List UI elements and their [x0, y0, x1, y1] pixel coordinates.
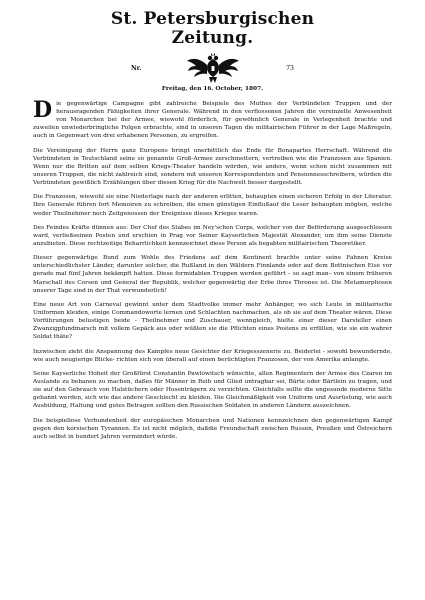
- masthead: [33, 0, 392, 92]
- issue-row: [33, 52, 392, 88]
- article-paragraph: Die Vereinigung der Herrn ganz Europens bringt unerbittlich das Ende für Bonapartes Herrschaft. Während die Verbündeten in Teutschland seine so genannte Groß-Armee zerschmettern, vertreiben wie die Franzosen aus Spanien. Wenn nur die Britten auf dem selben Kriegs-Theater handeln würden, wie andere, wenn schon nicht zusammen mit unseren Truppen, die nicht zahlreich sind, sondern mit unseren Korrespondenten und Pensionnesschreibern, würden die Verbündeten gewißlich Erzählungen über diesen Krieg für die Nachwelt besser dargestellt.: [33, 147, 392, 187]
- double-headed-eagle-icon: [185, 52, 241, 86]
- newspaper-title-line1: St. Petersburgischen: [110, 9, 315, 29]
- dateline: Freitag, den 16. October, 1807.: [161, 86, 264, 92]
- article-body: [33, 97, 392, 441]
- article-paragraph: [33, 97, 392, 140]
- article-paragraph: Die Franzosen, wiewohl sie eine Niederlage nach der anderen erlitten, behaupten einen sicheren Erfolg in der Literatur. Ihre Generale führen fort Memoiren zu schreiben, die einen günstigen Einflußauf die Leser behaupten mögten, welche weder Theilnehmer noch Zeitgenossen der Ereignisse dieses Krieges waren.: [33, 194, 392, 217]
- newspaper-title-line2: Zeitung.: [171, 28, 254, 48]
- drop-cap: D: [33, 97, 53, 123]
- paragraph-text: ie gegenwärtige Campagne gibt zahlreiche Beispiele des Muthes der Verbündeten Truppen und der herausragenden Fähigkeiten ihrer Generale. Während in den verflossenen Jahren die vereinzelte Anwesenheit von Monarchen bei der Armee, wiewohl förderlich, für gewöhnlich Generale in Verlegenheit brachte und zuweilen unwiederbringliche Folgen erbrachte, sind in unseren Tagen die militairischen Führer in der Lage Maßregeln, auch in Gegenwart von drei erhabenen Personen, zu ergreifen.: [33, 101, 392, 140]
- issue-number: 73: [286, 65, 294, 72]
- article-paragraph: Seine Kayserliche Hoheit der Großfürst Constantin Pawlowitsch wünschte, allen Regimentern der Armee des Czaren im Auslande zu behanen zu machen, daßes für Männer in Reih und Glied untragbar sei, Bärte oder Bärtlein zu tragen, und sie auf den Gebrauch von Halstüchern oder Hosenträgern zu verzichten. Gleichfalls sollte die ungesunde moderne Sitte gebannt werden, sich wie das andere Geschlecht zu kleiden. Die Gleichmäßigkeit von Uniform und Ausrüstung, wie auch Ausbildung, Haltung und gutes Betragen sollten den Russischen Soldaten in anderen Ländern auszeichnen.: [33, 370, 392, 410]
- article-paragraph: Eine neue Art von Carneval gewinnt unter dem Stadtvolke immer mehr Anhänger, wo sich Leute in militairische Uniformen kleiden, einige Commandoworte lernen und Schlachten nachmachen, als ob sie auf dem Theater wären. Diese Vorführungen belustigen beide - Theilnehmer und Zuschauer, wenngleich, hielte einer dieser Darsteller einen Zwanzigpfundmarsch mit vollem Gepäck aus oder wüßten sie die Pflichten eines Postens zu erfüllen, wie sie ein wahrer Soldat thäte?: [33, 301, 392, 341]
- article-paragraph: Die beispiellose Verbundenheit der europäischen Monarchen und Nationen kennzeichnen den gegenwärtigen Kampf gegen den korsischen Tyrannen. Es ist nicht möglich, daßdie Freundschaft zwischen Russen, Preußen und Östreichern auch selbst in hundert Jahren vermindert würde.: [33, 417, 392, 440]
- article-paragraph: Inzwischen zieht die Anspannung des Kampfes neue Gesichter der Kriegesszenerie zu. Beiderlei - sowohl bewundernde, wie auch neugierige Blicke- richten sich von überall auf einen berüchtigten Franzosen, der von Amerika anlangte.: [33, 348, 392, 363]
- article-paragraph: Des Feindes Kräfte dünnen aus: Der Chef des Stabes im Ney'schen Corps, welcher von der Beförderung ausgeschlossen ward, verließseinen Posten und erschien in Prag vor Seiner Kayserlichen Majestät Alexander, um ihm seine Dienste anzubieten. Diese rechtzeitige Beharrlichkeit kennzeichnet diese Person als begabten militairischen Theoretiker.: [33, 224, 392, 247]
- article-paragraph: Dieser gegenwärtige Bund zum Wohle des Friedens auf dem Kontinent brachte unter seine Fahnen Kreise unterschiedlichster Länder, darunter solcher, die Rußland in den Wäldern Finnlands oder auf dem Bottnischen Eise vor gerade mal fünf Jahren bekämpft hatten. Diese formidablen Truppen werden geführt – so sagt man– von einem früheren Marschall des Corsen und General der Republik, welcher gegenwärtig der Erbe ihres Thrones ist. Die Metamorphosen unserer Tage sind in der That verwunderlich!: [33, 255, 392, 294]
- issue-label: Nr.: [131, 65, 142, 72]
